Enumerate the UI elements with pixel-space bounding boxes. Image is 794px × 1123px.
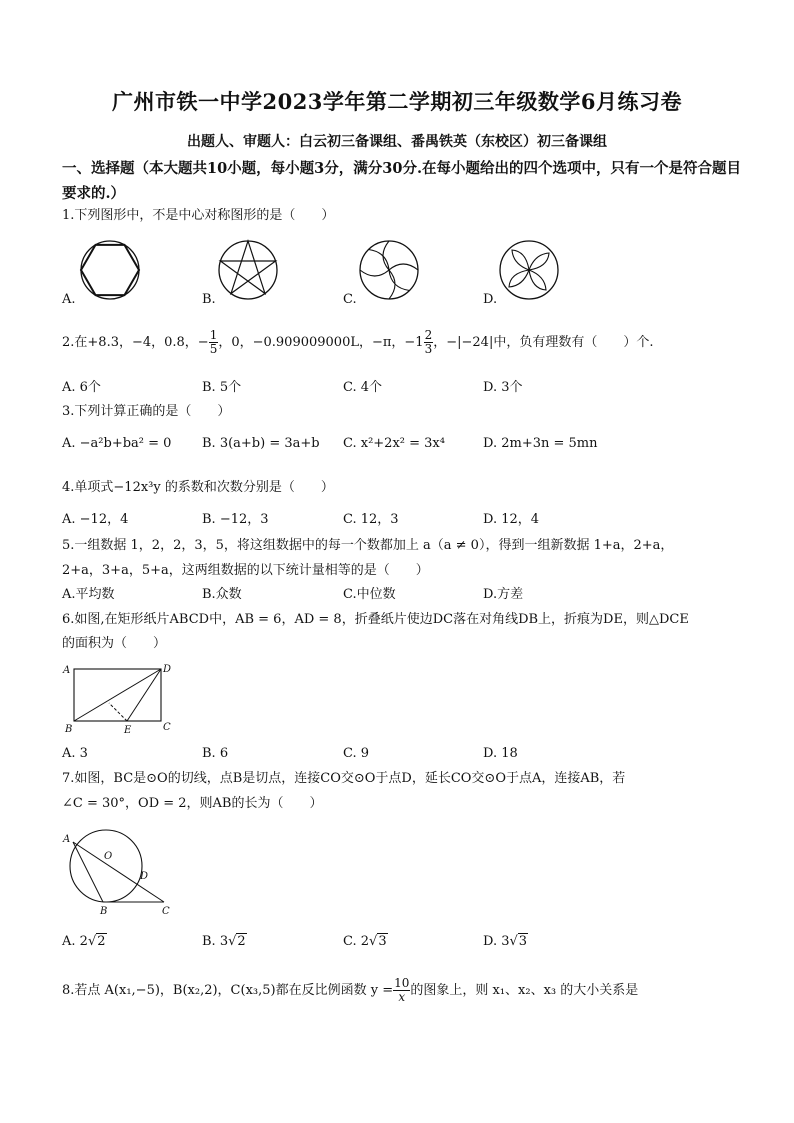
question-6-line-2: 的面积为（ ） [62,636,167,651]
question-4-stem: 4.单项式−12x³y 的系数和次数分别是（ ） [62,480,334,495]
question-5-line-1: 5.一组数据 1，2，2，3，5，将这组数据中的每一个数都加上 a（a ≠ 0），得到一组新数据 1+a，2+a， [62,538,674,553]
q7-option-b: B. 3√2 [202,934,246,949]
q6-label-b: B [65,724,73,735]
q5-option-c: C.中位数 [343,587,396,602]
q6-option-d: D. 18 [483,746,518,761]
q6-label-a: A [63,665,71,676]
q8-stem-end: 的图象上，则 x₁、x₂、x₃ 的大小关系是 [410,983,639,998]
q7-label-d: D [140,871,149,882]
q4-option-c: C. 12，3 [343,512,399,527]
question-7-line-1: 7.如图，BC是⊙O的切线，点B是切点，连接CO交⊙O于点D，延长CO交⊙O于点A，连接AB，若 [62,771,626,786]
question-3-stem: 3.下列计算正确的是（ ） [62,404,231,419]
q4-option-b: B. −12，3 [202,512,269,527]
q1-option-d: D. [483,292,498,307]
q8-fraction: $\frac{10}{x}$ [394,976,410,1004]
q3-option-b: B. 3(a+b) = 3a+b [202,436,320,451]
q2-fraction-2: $\frac{2}{3}$ [424,328,433,356]
q7-label-o: O [104,851,113,862]
q6-label-d: D [163,664,172,675]
q2-option-a: A. 6个 [62,380,101,395]
q6-label-e: E [124,725,132,736]
q3-option-d: D. 2m+3n = 5mn [483,436,598,451]
q6-label-c: C [163,722,171,733]
q2-fraction-1: $\frac{1}{5}$ [209,328,218,356]
q2-stem-end: ，−|−24|中，负有理数有（ ）个. [433,335,654,350]
q3-option-a: A. −a²b+ba² = 0 [62,436,172,451]
q1-figure-d-flower [497,238,561,302]
q6-rectangle-figure [60,660,175,740]
q7-option-a: A. 2√2 [62,934,106,949]
q2-stem-mid: ，0，−0.909009000L，−π，−1 [218,335,424,350]
q4-option-a: A. −12，4 [62,512,129,527]
q7-label-b: B [100,906,108,917]
q5-option-b: B.众数 [202,587,242,602]
q8-stem-start: 8.若点 A(x₁,−5)，B(x₂,2)，C(x₃,5)都在反比例函数 y = [62,983,394,998]
q1-option-a: A. [62,292,76,307]
q7-option-d: D. 3√3 [483,934,528,949]
q2-option-c: C. 4个 [343,380,383,395]
question-6-line-1: 6.如图,在矩形纸片ABCD中，AB = 6，AD = 8，折叠纸片使边DC落在对角线DB上，折痕为DE，则△DCE [62,612,689,627]
q6-option-b: B. 6 [202,746,229,761]
question-8-stem [62,975,638,1007]
authors-line: 出题人、审题人：白云初三备课组、番禺铁英（东校区）初三备课组 [187,134,607,150]
q4-option-d: D. 12，4 [483,512,540,527]
q7-circle-tangent-figure [60,820,185,915]
q7-label-a: A [63,834,71,845]
q1-option-b: B. [202,292,216,307]
q2-option-d: D. 3个 [483,380,523,395]
q1-figure-b-star [216,238,280,302]
question-5-line-2: 2+a，3+a，5+a，这两组数据的以下统计量相等的是（ ） [62,563,429,578]
q1-figure-a-hexagon [78,238,142,302]
q3-option-c: C. x²+2x² = 3x⁴ [343,436,445,451]
q1-option-c: C. [343,292,357,307]
q5-option-a: A.平均数 [62,587,115,602]
q5-option-d: D.方差 [483,587,524,602]
q2-stem-start: 2.在+8.3，−4，0.8，− [62,335,209,350]
page-title: 广州市铁一中学2023学年第二学期初三年级数学6月练习卷 [111,89,683,114]
q1-figure-c-curved [357,238,421,302]
q6-option-a: A. 3 [62,746,88,761]
question-2-stem [62,327,653,359]
section-heading: 一、选择题（本大题共10小题，每小题3分，满分30分.在每小题给出的四个选项中，只有一个是符合题目要求的.） [62,160,741,202]
q6-option-c: C. 9 [343,746,370,761]
question-7-line-2: ∠C = 30°，OD = 2，则AB的长为（ ） [62,796,323,811]
q7-label-c: C [162,906,170,917]
q7-option-c: C. 2√3 [343,934,387,949]
q2-option-b: B. 5个 [202,380,242,395]
question-1-stem: 1.下列图形中，不是中心对称图形的是（ ） [62,208,335,223]
